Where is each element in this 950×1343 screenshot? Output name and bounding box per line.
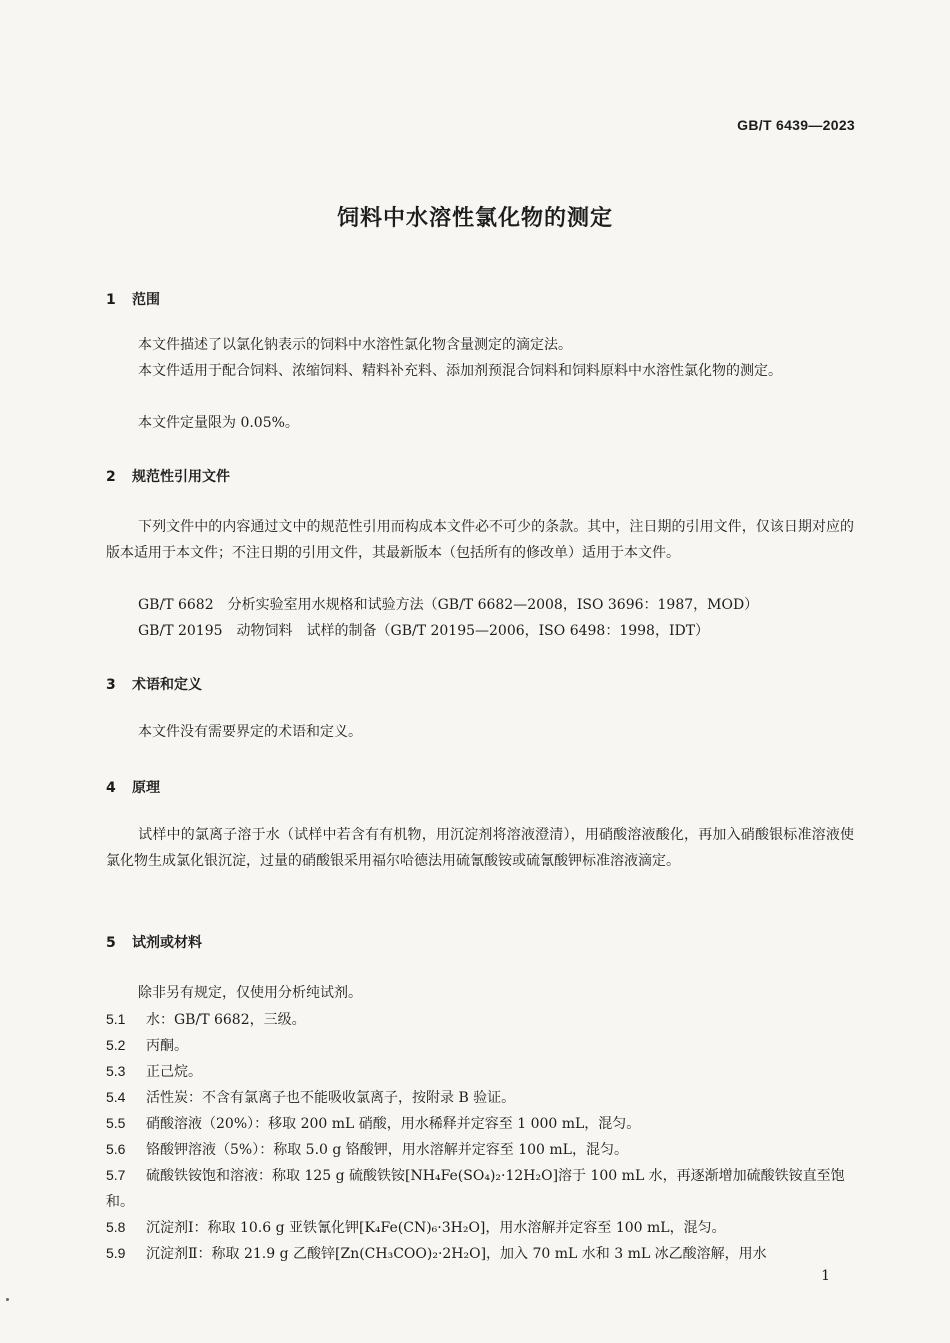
section-number: 5 — [106, 935, 116, 951]
paragraph: 本文件定量限为 0.05%。 — [138, 415, 299, 431]
section-heading-1 — [106, 289, 160, 309]
page-number: 1 — [821, 1268, 830, 1284]
list-item: 5.6 铬酸钾溶液（5%）：称取 5.0 g 铬酸钾，用水溶解并定容至 100 mL，混匀。 — [106, 1141, 628, 1158]
list-item: 5.9 沉淀剂Ⅱ：称取 21.9 g 乙酸锌[Zn(CH₃COO)₂·2H₂O]，加入 70 mL 水和 3 mL 冰乙酸溶解，用水 — [106, 1245, 767, 1262]
section-heading-2 — [106, 466, 230, 486]
section-number: 2 — [106, 469, 116, 485]
section-title: 规范性引用文件 — [132, 469, 230, 485]
section-title: 术语和定义 — [132, 677, 202, 693]
list-item: 5.2 丙酮。 — [106, 1037, 188, 1054]
list-item: 5.5 硝酸溶液（20%）：移取 200 mL 硝酸，用水稀释并定容至 1 000 mL，混匀。 — [106, 1115, 641, 1132]
normative-reference-1: GB/T 6682 分析实验室用水规格和试验方法（GB/T 6682—2008，ISO 3696：1987，MOD） — [138, 597, 759, 613]
section-number: 1 — [106, 292, 116, 308]
section-heading-3 — [106, 674, 202, 694]
section-number: 4 — [106, 780, 116, 796]
list-item: 5.3 正己烷。 — [106, 1063, 202, 1080]
section-heading-4 — [106, 777, 160, 797]
list-item: 5.4 活性炭：不含有氯离子也不能吸收氯离子，按附录 B 验证。 — [106, 1089, 516, 1106]
paragraph: 下列文件中的内容通过文中的规范性引用而构成本文件必不可少的条款。其中，注日期的引用文件，仅该日期对应的版本适用于本文件；不注日期的引用文件，其最新版本（包括所有的修改单）适用于本文件。 — [106, 519, 854, 561]
document-title: 饲料中水溶性氯化物的测定 — [336, 206, 613, 231]
section-number: 3 — [106, 677, 116, 693]
paragraph: 除非另有规定，仅使用分析纯试剂。 — [138, 985, 362, 1001]
paragraph: 试样中的氯离子溶于水（试样中若含有有机物，用沉淀剂将溶液澄清），用硝酸溶液酸化，再加入硝酸银标准溶液使氯化物生成氯化银沉淀，过量的硝酸银采用福尔哈德法用硫氰酸铵或硫氰酸钾标准溶液滴定。 — [106, 827, 854, 869]
section-title: 试剂或材料 — [132, 935, 202, 951]
section-heading-5 — [106, 932, 202, 952]
list-item: 5.8 沉淀剂Ⅰ：称取 10.6 g 亚铁氰化钾[K₄Fe(CN)₆·3H₂O]，用水溶解并定容至 100 mL，混匀。 — [106, 1219, 726, 1236]
paragraph: 本文件没有需要界定的术语和定义。 — [138, 724, 362, 740]
paragraph: 本文件描述了以氯化钠表示的饲料中水溶性氯化物含量测定的滴定法。 — [138, 337, 572, 353]
section-title: 范围 — [132, 292, 160, 308]
standard-code: GB/T 6439—2023 — [737, 117, 855, 133]
list-item: 5.7 硫酸铁铵饱和溶液：称取 125 g 硫酸铁铵[NH₄Fe(SO₄)₂·12H₂O]溶于 100 mL 水，再逐渐增加硫酸铁铵直至饱和。 — [106, 1167, 845, 1210]
list-item: 5.1 水：GB/T 6682，三级。 — [106, 1011, 306, 1028]
scan-dot — [6, 1298, 9, 1301]
section-title: 原理 — [132, 780, 160, 796]
paragraph: 本文件适用于配合饲料、浓缩饲料、精料补充料、添加剂预混合饲料和饲料原料中水溶性氯化物的测定。 — [138, 363, 782, 379]
normative-reference-2: GB/T 20195 动物饲料 试样的制备（GB/T 20195—2006，ISO 6498：1998，IDT） — [138, 623, 710, 639]
